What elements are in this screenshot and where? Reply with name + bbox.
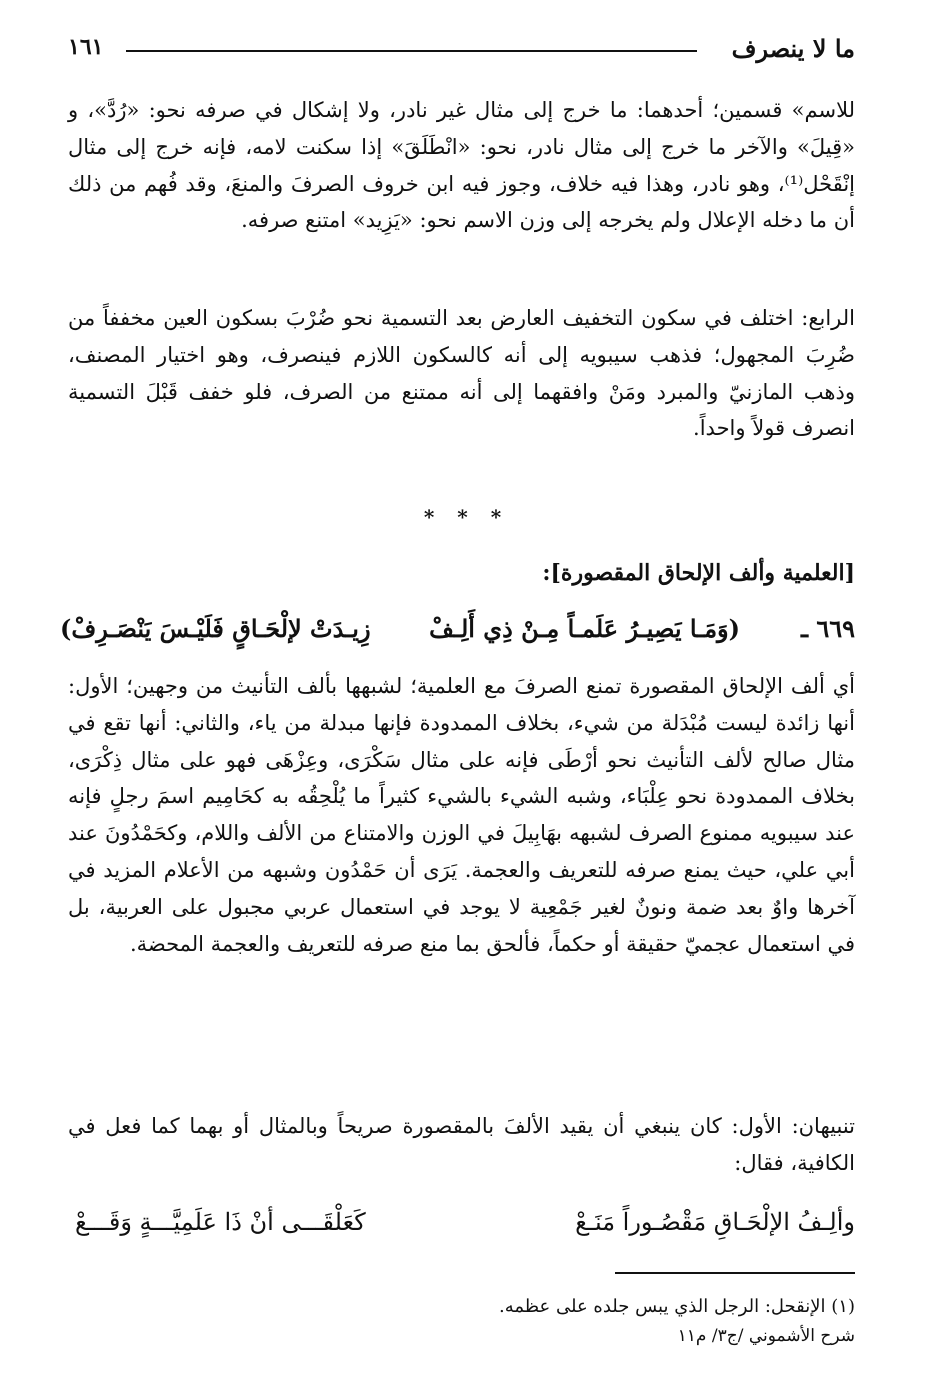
commentary-block-1 — [68, 668, 855, 962]
footnote-rule — [615, 1272, 855, 1274]
section-ornament: * * * — [423, 505, 510, 529]
verse-kafiya — [75, 1208, 855, 1252]
page-number: ١٦١ — [68, 34, 104, 60]
signature-mark: شرح الأشموني /ج٣/ م١١ — [677, 1326, 855, 1346]
verse-number: ٦٦٩ ـ — [800, 614, 855, 643]
verse-hemistich-1: (وَمَـا يَصِيـرُ عَلَمـاً مِـنْ ذِي أَلِـفْ — [429, 614, 740, 643]
paragraph: تنبيهان: الأول: كان ينبغي أن يقيد الألفَ بالمقصورة صريحاً وبالمثال أو بهما كما فعل في الكافية، فقال: — [68, 1114, 855, 1175]
footnote: (١) الإنقحل: الرجل الذي يبس جلده على عظمه. — [498, 1296, 855, 1317]
paragraph-block-2 — [68, 300, 855, 447]
header-rule — [126, 50, 697, 52]
paragraph: الرابع: اختلف في سكون التخفيف العارض بعد التسمية نحو ضُرْبَ بسكون العين مخففاً من ضُرِبَ المجهول؛ فذهب سيبويه إلى أنه كالسكون اللازم فينصرف، وهو اختيار المصنف، وذهب المازنيّ والمبرد ومَنْ وافقهما إلى أنه ممتنع من الصرف، فلو خفف قَبْلَ التسمية انصرف قولاً واحداً. — [68, 306, 855, 441]
running-title: ما لا ينصرف — [731, 34, 855, 63]
page-header — [68, 30, 855, 70]
verse-hemistich-2: كَعَلْقَـــى أنْ ذَا عَلَمِيَّـــةٍ وَقَـــعْ — [75, 1208, 366, 1236]
paragraph-block-1 — [68, 92, 855, 239]
verse-hemistich-1: وألِـفُ الإلْحَـاقِ مَقْصُـوراً مَنَـعْ — [575, 1208, 855, 1236]
verse-669 — [60, 610, 855, 650]
paragraph: أي ألف الإلحاق المقصورة تمنع الصرفَ مع العلمية؛ لشبهها بألف التأنيث من وجهين؛ الأول: أنها زائدة ليست مُبْدَلة من شيء، بخلاف الممدودة فإنها مبدلة من ياء، والثاني: أنها تقع في مثال صالح لألف التأنيث نحو أرْطَى فإنه على مثال سَكْرَى، وعِزْهَى فهو على مثال ذِكْرَى، بخلاف الممدودة نحو عِلْبَاء، وشبه الشيء بالشيء كثيراً ما يُلْحِقُه به كحَامِيم اسمَ رجلٍ فإنه عند سيبويه ممنوع الصرف لشبهه بهَابِيلَ في الوزن والامتناع من الألف واللام، وكحَمْدُونَ عند أبي علي، حيث يمنع صرفه للتعريف والعجمة. يَرَى أن حَمْدُون وشبهه من الأعلام المزيد في آخرها واوٌ بعد ضمة ونونٌ لغير جَمْعِية لا يوجد في استعمال عربي مجبول على العربية، بل في استعمال عجميّ حقيقة أو حكماً، فألحق بما منع صرفه للتعريف والعجمة المحضة. — [68, 674, 855, 956]
commentary-block-2 — [68, 1108, 855, 1182]
verse-hemistich-2: زِيـدَتْ لإلْحَـاقٍ فَلَيْـسَ يَنْصَـرِفْ) — [60, 614, 371, 643]
section-heading: [العلمية وألف الإلحاق المقصورة]: — [542, 560, 855, 586]
paragraph: للاسم» قسمين؛ أحدهما: ما خرج إلى مثال غير نادر، ولا إشكال في صرفه نحو: «رُدَّ»، و «قِيلَ» والآخر ما خرج إلى مثال نادر، نحو: «انْطَلَقَ» إذا سكنت لامه، فإنه خرج إلى مثال إنْقَحْل⁽¹⁾، وهو نادر، وهذا فيه خلاف، وجوز فيه ابن خروف الصرفَ والمنعَ، وقد فُهم من ذلك أن ما دخله الإعلال ولم يخرجه إلى وزن الاسم نحو: «يَزِيد» امتنع صرفه. — [68, 98, 855, 233]
